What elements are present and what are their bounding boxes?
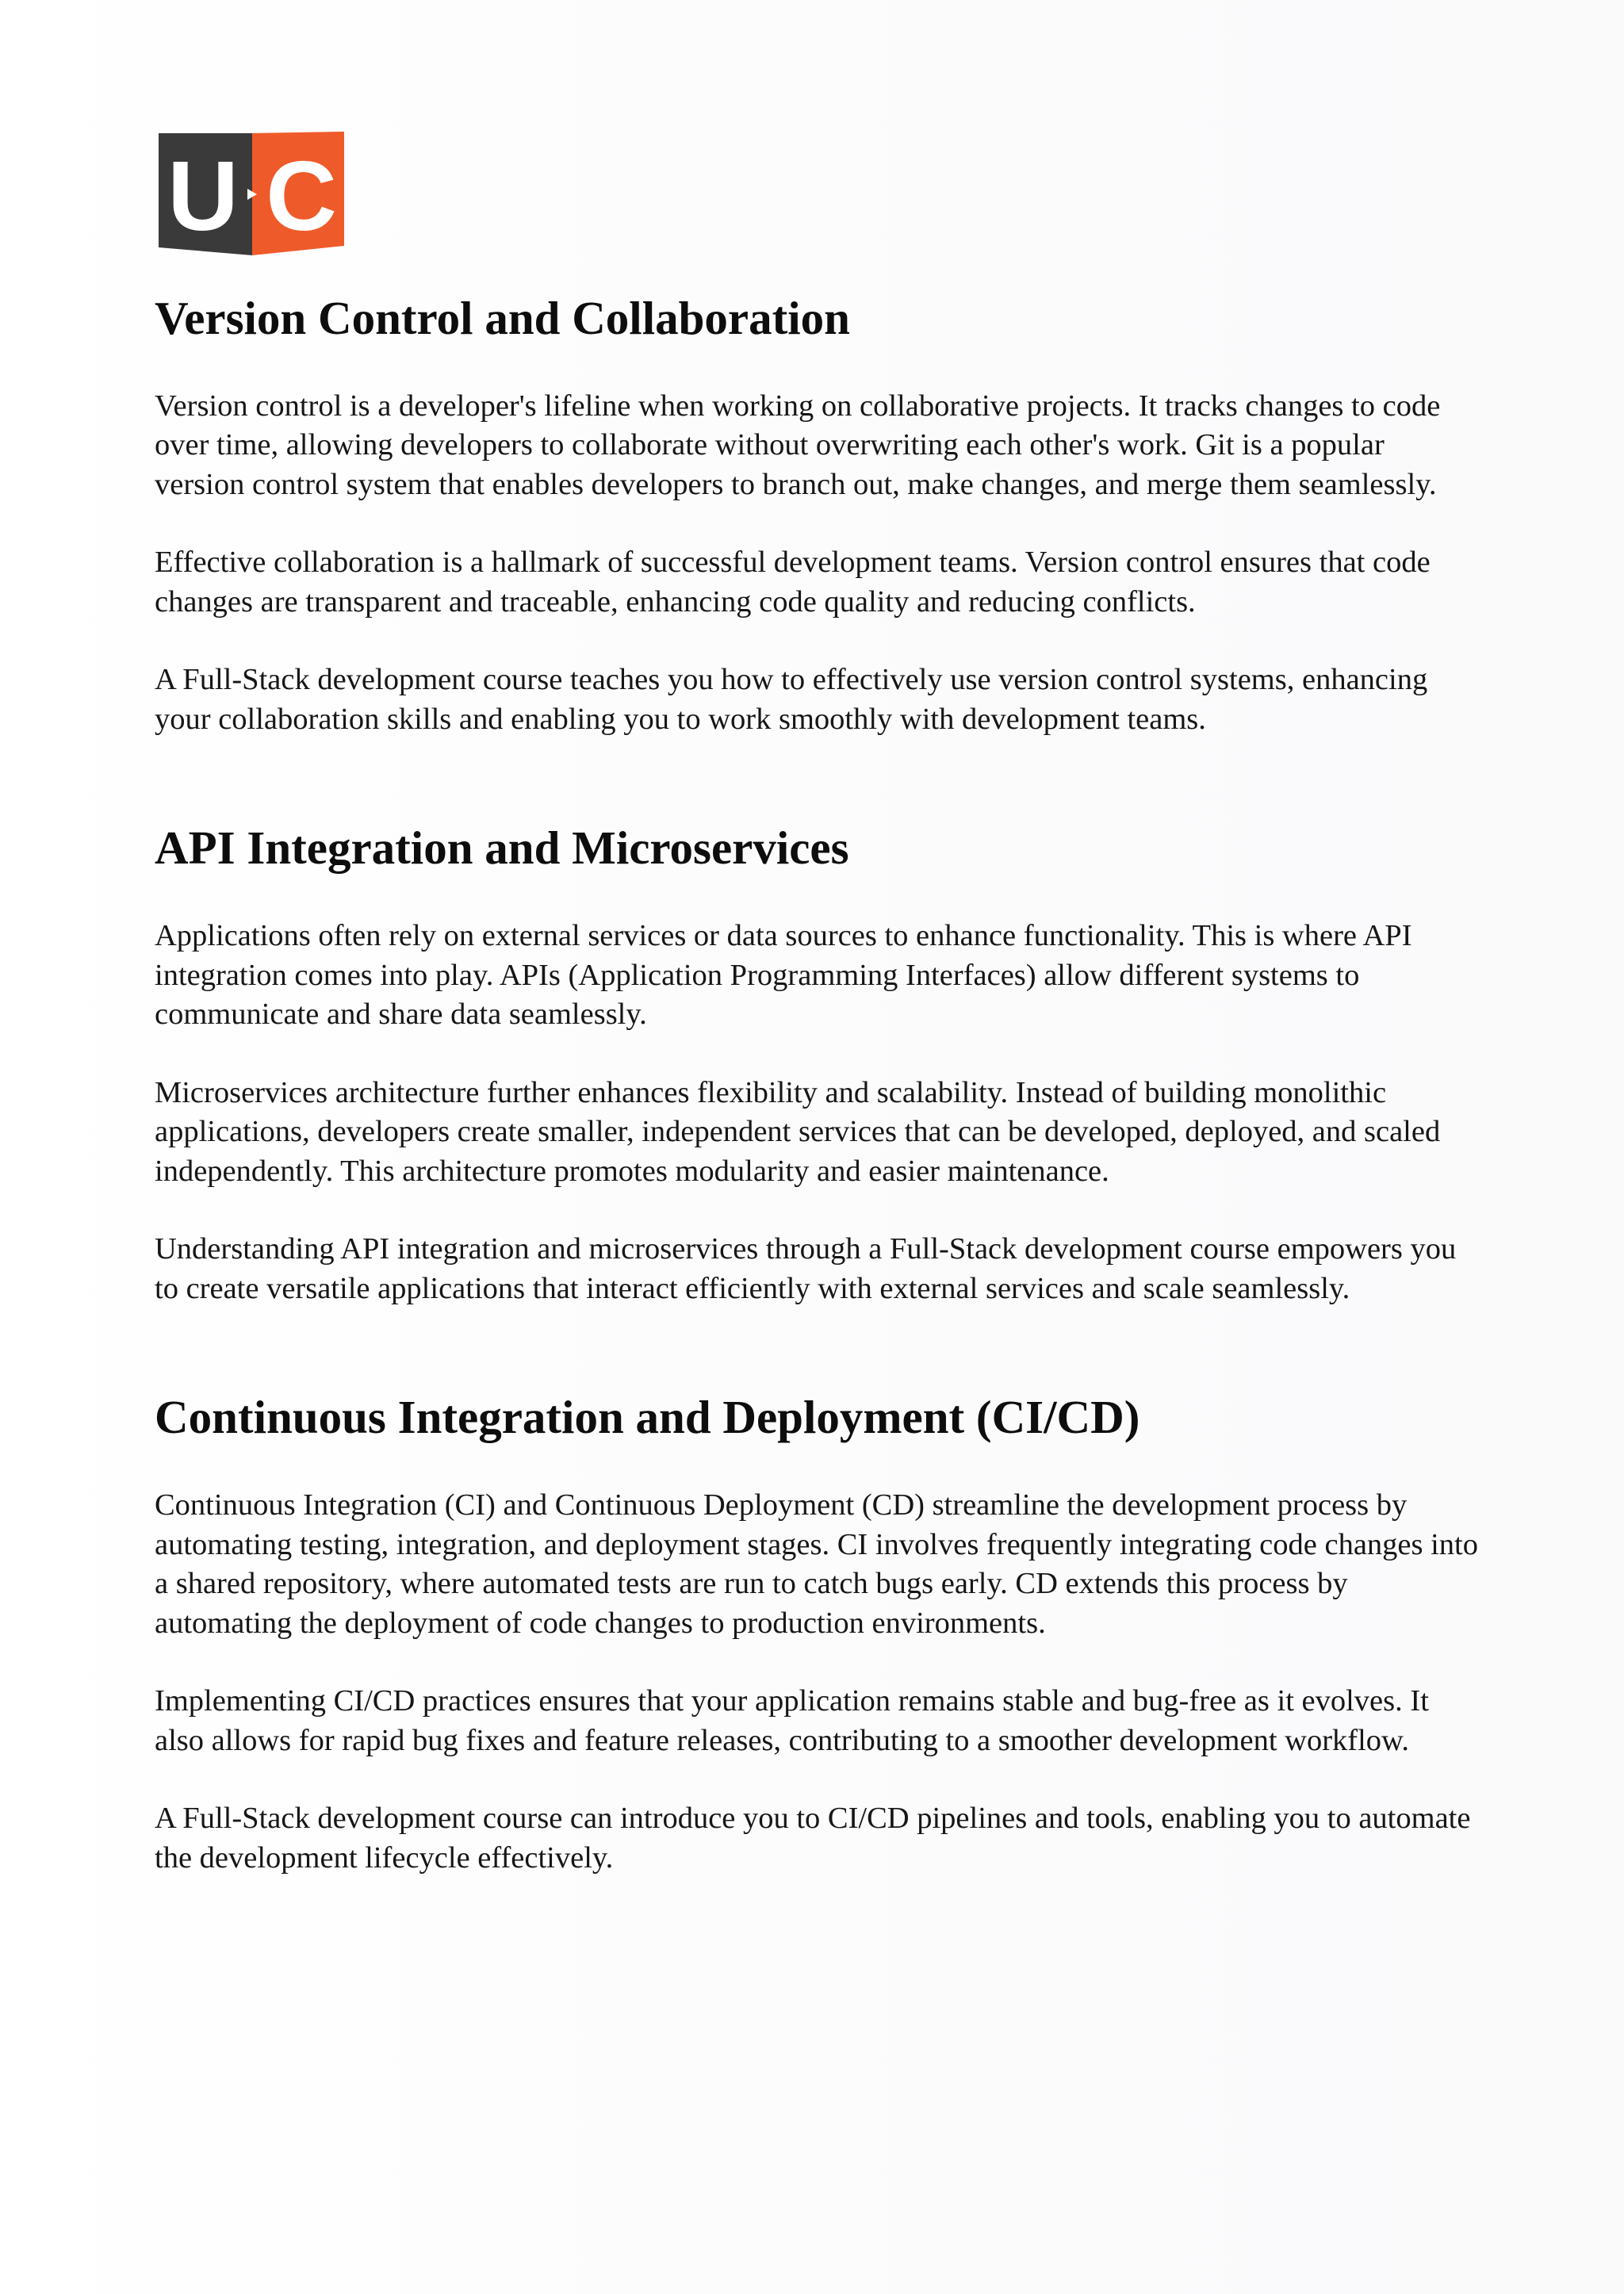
section-heading: API Integration and Microservices xyxy=(155,821,849,875)
section-ci-cd xyxy=(155,1391,1479,1878)
section-version-control xyxy=(155,292,1479,739)
uc-logo xyxy=(159,132,346,255)
logo-letter-c: C xyxy=(266,142,337,251)
uc-logo-mark xyxy=(159,132,346,255)
paragraph: Understanding API integration and microservices through a Full-Stack development course empowers you to create versatile applications that interact efficiently with external services and scale seamlessly. xyxy=(155,1232,1457,1305)
paragraph: A Full-Stack development course teaches you how to effectively use version control systems, enhancing your collaboration skills and enabling you to work smoothly with development teams. xyxy=(155,663,1428,736)
paragraph: A Full-Stack development course can introduce you to CI/CD pipelines and tools, enabling you to automate the development lifecycle effectively. xyxy=(155,1802,1471,1875)
paragraph: Microservices architecture further enhances flexibility and scalability. Instead of building monolithic applications, developers create smaller, independent services that can be developed, deployed, and scaled independently. This architecture promotes modularity and easier maintenance. xyxy=(155,1075,1441,1188)
logo-letter-u: U xyxy=(167,142,239,251)
section-heading: Continuous Integration and Deployment (CI/CD) xyxy=(155,1391,1140,1444)
paragraph: Effective collaboration is a hallmark of successful development teams. Version control ensures that code changes are transparent and traceable, enhancing code quality and reducing conflicts. xyxy=(155,546,1431,618)
paragraph: Version control is a developer's lifeline when working on collaborative projects. It tracks changes to code over time, allowing developers to collaborate without overwriting each other's work. Git is a popular version control system that enables developers to branch out, make changes, and merge them seamlessly. xyxy=(155,389,1441,501)
paragraph: Applications often rely on external services or data sources to enhance functionality. This is where API integration comes into play. APIs (Application Programming Interfaces) allow different systems to communicate and share data seamlessly. xyxy=(155,919,1412,1032)
paragraph: Continuous Integration (CI) and Continuous Deployment (CD) streamline the development process by automating testing, integration, and deployment stages. CI involves frequently integrating code changes into a shared repository, where automated tests are run to catch bugs early. CD extends this process by automating the deployment of code changes to production environments. xyxy=(155,1488,1478,1640)
paragraph: Implementing CI/CD practices ensures that your application remains stable and bug-free as it evolves. It also allows for rapid bug fixes and feature releases, contributing to a smoother development workflow. xyxy=(155,1684,1429,1757)
section-api-integration xyxy=(155,821,1479,1308)
section-heading: Version Control and Collaboration xyxy=(155,292,850,344)
document-body xyxy=(155,292,1479,1878)
